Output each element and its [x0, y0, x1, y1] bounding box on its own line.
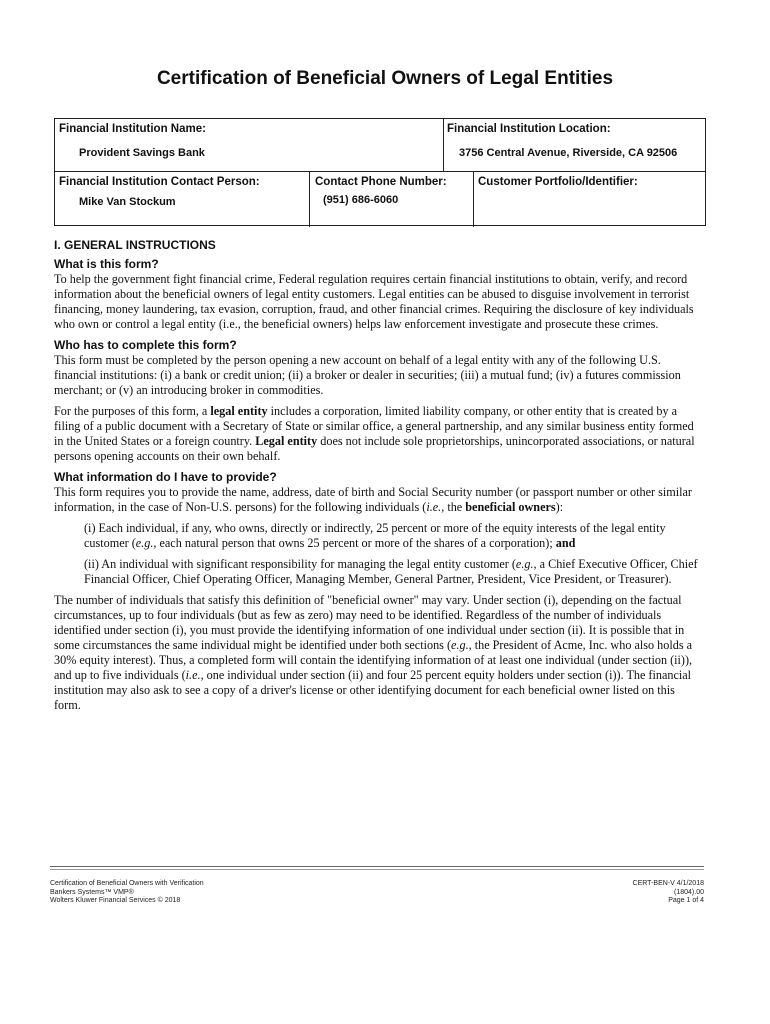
contact-person-label: Financial Institution Contact Person: — [59, 176, 260, 188]
page-title: Certification of Beneficial Owners of Legal Entities — [156, 68, 614, 89]
general-instructions-section — [54, 238, 704, 719]
who-paragraph: This form must be completed by the person opening a new account on behalf of a legal entity with any of the following U.S. financial institutions: (i) a bank or credit union; (ii) a broker or dealer in securities; (iii) a mutual fund; (iv) a futures commission merchant; or (v) an introducing broker in commodities. — [54, 353, 681, 397]
customer-portfolio-field[interactable] — [486, 194, 702, 208]
footer-divider — [50, 866, 704, 867]
info-paragraph: This form requires you to provide the name, address, date of birth and Social Security number (or passport number or other similar information, in the case of Non-U.S. persons) for the following individuals (i.e., the beneficial owners): — [54, 485, 692, 514]
who-heading: Who has to complete this form? — [54, 338, 237, 352]
institution-name-label: Financial Institution Name: — [59, 123, 206, 135]
contact-person-field[interactable]: Mike Van Stockum — [79, 196, 176, 208]
institution-name-field[interactable]: Provident Savings Bank — [79, 147, 205, 159]
criteria-item-1: (i) Each individual, if any, who owns, directly or indirectly, 25 percent or more of the equity interests of the legal entity customer (e.g., each natural person that owns 25 percent or more of the shares of a corporation); and — [84, 521, 666, 550]
beneficial-owner-count-paragraph: The number of individuals that satisfy this definition of "beneficial owner" may vary. Under section (i), depending on the factual circumstances, up to four individuals (but as few as zero) may need to be identified. Regardless of the number of individuals identified under section (i), you must provide the identifying information of one individual under section (ii). It is possible that in some circumstances the same individual might be identified under both sections (e.g., the President of Acme, Inc. who also holds a 30% equity interest). Thus, a completed form will contain the identifying information of at least one individual (under section (ii)), and up to five individuals (i.e., one individual under section (ii) and four 25 percent equity holders under section (i)). The financial institution may also ask to see a copy of a driver's license or other identifying document for each beneficial owner listed on this form. — [54, 593, 693, 712]
contact-phone-field[interactable]: (951) 686-6060 — [323, 194, 399, 206]
legal-entity-paragraph: For the purposes of this form, a legal entity includes a corporation, limited liability company, or other entity that is created by a filing of a public document with a Secretary of State or similar office, a general partnership, and any similar business entity formed in the United States or a foreign country. Legal entity does not include sole proprietorships, unincorporated associations, or natural persons opening accounts on their own behalf. — [54, 404, 695, 463]
section-heading: I. GENERAL INSTRUCTIONS — [54, 238, 216, 252]
page-number: Page 1 of 4 — [668, 897, 704, 904]
what-paragraph: To help the government fight financial crime, Federal regulation requires certain financial institutions to obtain, verify, and record information about the beneficial owners of legal entity customers. Legal entities can be abused to disguise involvement in terrorist financing, money laundering, tax evasion, corruption, fraud, and other financial crimes. Requiring the disclosure of key individuals who own or control a legal entity (i.e., the beneficial owners) helps law enforcement investigate and prosecute these crimes. — [54, 272, 694, 331]
footer-left: Certification of Beneficial Owners with Verification Bankers Systems™ VMP® Wolters Kluwer Financial Services © 2018 — [50, 880, 204, 904]
what-heading: What is this form? — [54, 257, 159, 271]
footer-right: CERT-BEN-V 4/1/2018 (1804).00 Page 1 of 4 — [500, 880, 704, 906]
info-heading: What information do I have to provide? — [54, 470, 277, 484]
institution-location-label: Financial Institution Location: — [447, 123, 611, 135]
criteria-item-2: (ii) An individual with significant responsibility for managing the legal entity customer (e.g., a Chief Executive Officer, Chief Financial Officer, Chief Operating Officer, Managing Member, General Partner, President, Vice President, or Treasurer). — [84, 557, 698, 586]
institution-info-table — [54, 118, 706, 226]
customer-portfolio-label: Customer Portfolio/Identifier: — [478, 176, 638, 188]
institution-location-field[interactable]: 3756 Central Avenue, Riverside, CA 92506 — [459, 147, 678, 159]
contact-phone-label: Contact Phone Number: — [315, 176, 447, 188]
footer-divider-secondary — [50, 869, 704, 870]
